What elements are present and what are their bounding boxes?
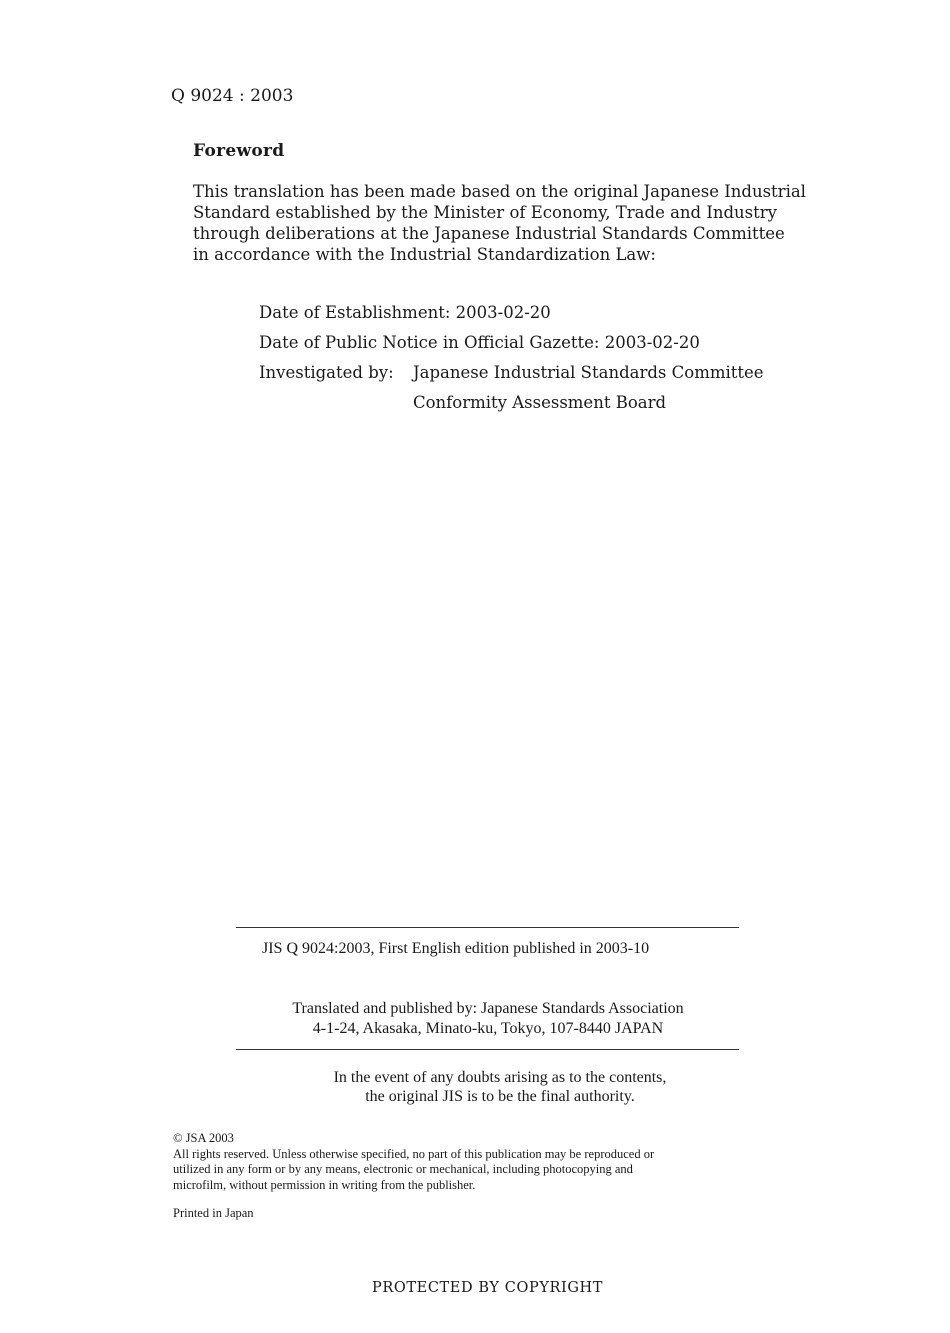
publisher-block: [200, 999, 776, 1039]
copyright-line: utilized in any form or by any means, electronic or mechanical, including photocopying and: [173, 1162, 633, 1176]
protected-by-copyright: PROTECTED BY COPYRIGHT: [372, 1280, 604, 1296]
foreword-line: through deliberations at the Japanese Industrial Standards Committee: [193, 224, 785, 243]
foreword-line: Standard established by the Minister of Economy, Trade and Industry: [193, 203, 777, 222]
date-of-public-notice: Date of Public Notice in Official Gazette: 2003-02-20: [259, 333, 700, 352]
copyright-line: microfilm, without permission in writing from the publisher.: [173, 1177, 476, 1192]
authority-note: [200, 1068, 800, 1106]
foreword-line: This translation has been made based on the original Japanese Industrial: [193, 182, 806, 201]
foreword-line: in accordance with the Industrial Standardization Law:: [193, 245, 656, 264]
authority-line: In the event of any doubts arising as to the contents,: [333, 1069, 667, 1086]
copyright-symbol-line: © JSA 2003: [173, 1131, 234, 1145]
investigated-by-committee: Japanese Industrial Standards Committee: [413, 363, 764, 382]
publisher-line: Translated and published by: Japanese Standards Association: [292, 1000, 684, 1017]
printed-in: Printed in Japan: [173, 1206, 254, 1220]
investigated-by-label: Investigated by:: [259, 363, 394, 382]
divider-bottom: [236, 1049, 739, 1050]
investigated-by-board: Conformity Assessment Board: [413, 393, 667, 412]
copyright-line: All rights reserved. Unless otherwise specified, no part of this publication may be reproduced or: [173, 1146, 655, 1161]
edition-line: JIS Q 9024:2003, First English edition published in 2003-10: [262, 940, 650, 957]
publisher-address: 4-1-24, Akasaka, Minato-ku, Tokyo, 107-8440 JAPAN: [312, 1020, 664, 1037]
date-of-establishment: Date of Establishment: 2003-02-20: [259, 303, 551, 322]
foreword-body: [193, 181, 813, 265]
authority-line: the original JIS is to be the final authority.: [365, 1088, 635, 1105]
document-code: Q 9024 : 2003: [171, 86, 294, 106]
foreword-heading: Foreword: [193, 141, 285, 161]
divider-top: [236, 927, 739, 928]
copyright-notice: [173, 1131, 813, 1193]
